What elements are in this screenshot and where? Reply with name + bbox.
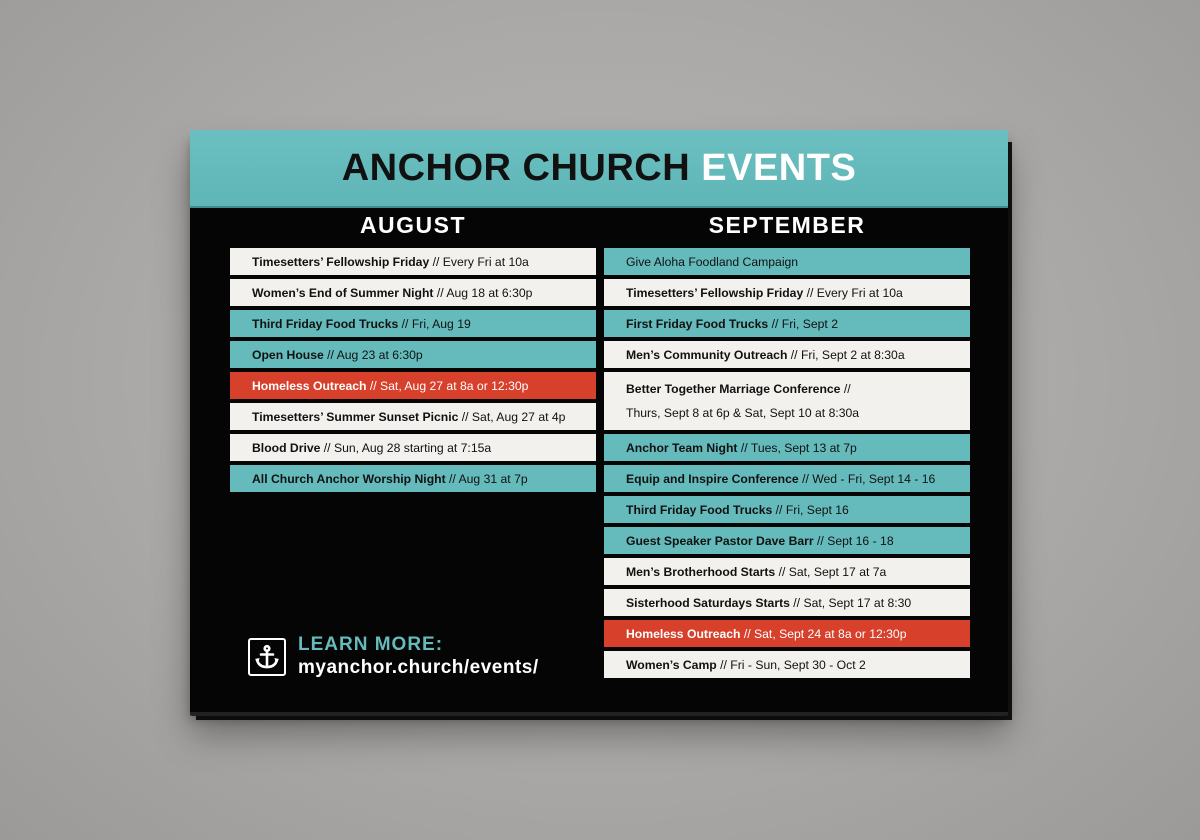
event-row (604, 372, 970, 430)
august-heading: AUGUST (359, 212, 467, 238)
event-name: Equip and Inspire Conference (626, 471, 799, 486)
event-name: Men’s Community Outreach (626, 347, 788, 362)
september-event-list (604, 248, 970, 682)
event-detail: // Fri - Sun, Sept 30 - Oct 2 (716, 657, 866, 672)
event-detail: // Aug 18 at 6:30p (433, 285, 533, 300)
event-row (230, 403, 596, 430)
event-detail: // Sat, Aug 27 at 8a or 12:30p (366, 378, 529, 393)
event-row (604, 589, 970, 616)
learn-more (248, 634, 539, 680)
event-name: Timesetters’ Summer Sunset Picnic (252, 409, 459, 424)
event-detail: // Fri, Sept 16 (772, 502, 849, 517)
flyer-header (190, 130, 1008, 208)
event-name: Timesetters’ Fellowship Friday (252, 254, 430, 269)
event-row (230, 434, 596, 461)
event-row (230, 465, 596, 492)
event-detail: // Sept 16 - 18 (813, 533, 894, 548)
event-name: All Church Anchor Worship Night (252, 471, 446, 486)
title-main: ANCHOR CHURCH (341, 146, 691, 189)
event-detail: // Sat, Sept 17 at 8:30 (789, 595, 912, 610)
event-row (604, 527, 970, 554)
event-detail: // (840, 382, 851, 396)
event-detail: // Fri, Sept 2 at 8:30a (787, 347, 905, 362)
event-detail: // Tues, Sept 13 at 7p (737, 440, 857, 455)
events-url[interactable]: myanchor.church/events/ (298, 657, 539, 678)
event-detail: // Aug 31 at 7p (445, 471, 528, 486)
event-detail: // Sat, Sept 17 at 7a (775, 564, 887, 579)
event-name: Homeless Outreach (626, 626, 741, 641)
event-name: Third Friday Food Trucks (626, 502, 773, 517)
event-row (604, 310, 970, 337)
events-flyer (190, 130, 1008, 712)
event-line-1 (626, 382, 851, 396)
event-detail: Give Aloha Foodland Campaign (626, 254, 799, 269)
event-detail-line-2: Thurs, Sept 8 at 6p & Sat, Sept 10 at 8:30a (626, 406, 860, 420)
event-row (604, 248, 970, 275)
event-name: Guest Speaker Pastor Dave Barr (626, 533, 814, 548)
august-event-list (230, 248, 596, 496)
event-row (230, 310, 596, 337)
event-row (604, 558, 970, 585)
anchor-icon (248, 638, 286, 676)
event-name: Sisterhood Saturdays Starts (626, 595, 790, 610)
event-row (604, 341, 970, 368)
flyer-title (342, 147, 857, 190)
event-name: Women’s End of Summer Night (252, 285, 434, 300)
event-row (230, 248, 596, 275)
event-detail: // Wed - Fri, Sept 14 - 16 (798, 471, 936, 486)
event-row (604, 651, 970, 678)
event-detail: // Sat, Sept 24 at 8a or 12:30p (740, 626, 907, 641)
event-name: Anchor Team Night (626, 440, 738, 455)
event-name: First Friday Food Trucks (626, 316, 769, 331)
event-detail: // Sat, Aug 27 at 4p (458, 409, 566, 424)
event-row (604, 496, 970, 523)
event-detail: // Every Fri at 10a (803, 285, 903, 300)
september-heading: SEPTEMBER (708, 212, 866, 238)
event-name: Women’s Camp (626, 657, 717, 672)
event-detail: // Fri, Aug 19 (398, 316, 471, 331)
learn-more-label: LEARN MORE: (298, 634, 444, 655)
event-row (230, 372, 596, 399)
event-name: Better Together Marriage Conference (626, 382, 841, 396)
event-name: Third Friday Food Trucks (252, 316, 399, 331)
event-detail: // Aug 23 at 6:30p (323, 347, 423, 362)
event-name: Homeless Outreach (252, 378, 367, 393)
event-detail: // Fri, Sept 2 (768, 316, 838, 331)
event-name: Men’s Brotherhood Starts (626, 564, 776, 579)
event-row (604, 620, 970, 647)
event-detail: // Sun, Aug 28 starting at 7:15a (320, 440, 492, 455)
event-name: Blood Drive (252, 440, 321, 455)
event-row (604, 279, 970, 306)
event-row (230, 341, 596, 368)
event-name: Timesetters’ Fellowship Friday (626, 285, 804, 300)
title-accent: EVENTS (701, 146, 857, 189)
event-detail: // Every Fri at 10a (429, 254, 529, 269)
event-name: Open House (252, 347, 324, 362)
event-row (604, 434, 970, 461)
event-row (230, 279, 596, 306)
event-row (604, 465, 970, 492)
